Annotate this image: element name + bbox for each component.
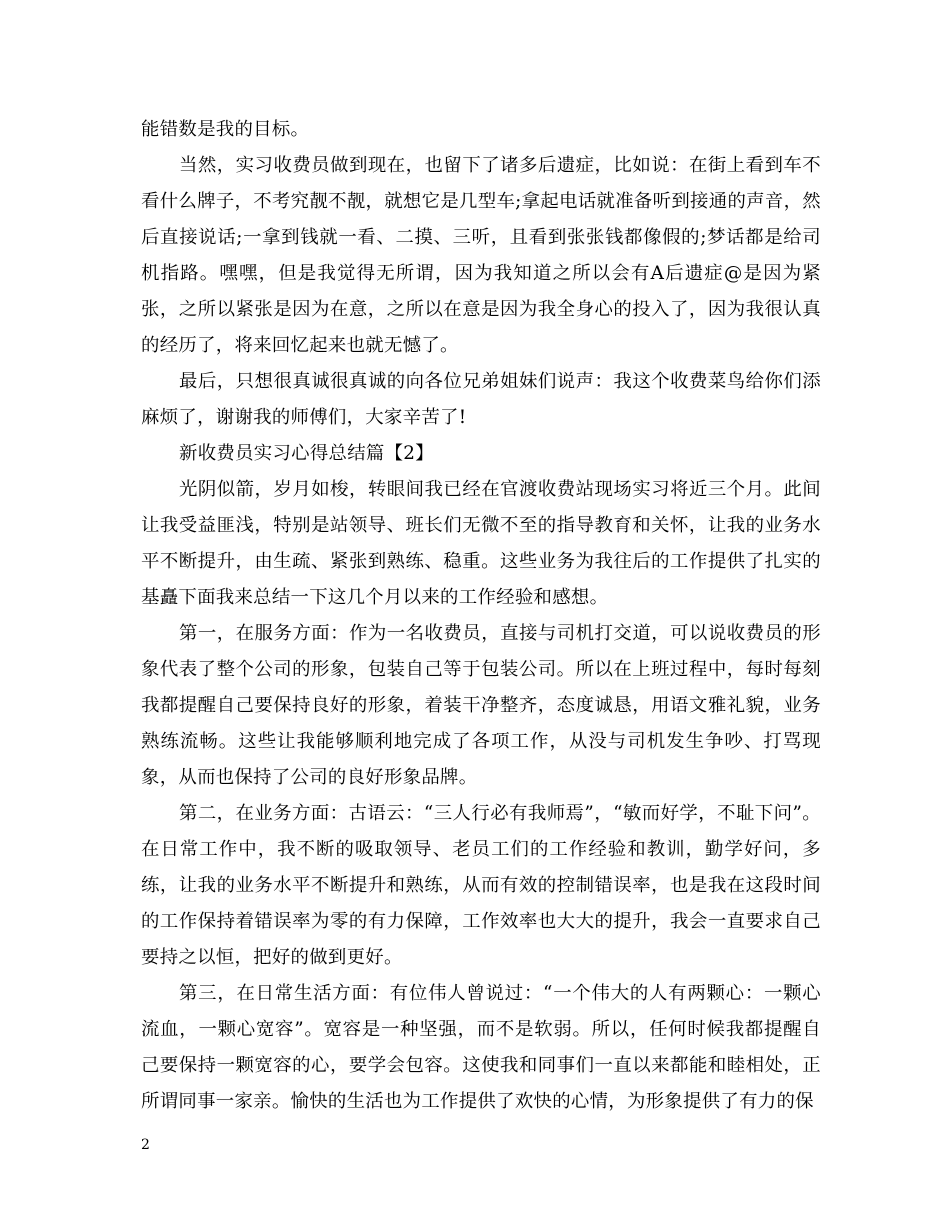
paragraph-service: 第一，在服务方面：作为一名收费员，直接与司机打交道，可以说收费员的形象代表了整个公司的形象，包装自己等于包装公司。所以在上班过程中，每时每刻我都提醒自己要保持良好的形象，着装干净整齐，态度诚恳，用语文雅礼貌，业务熟练流畅。这些让我能够顺利地完成了各项工作，从没与司机发生争吵、打骂现象，从而也保持了公司的良好形象品牌。 bbox=[141, 623, 821, 788]
page-number: 2 bbox=[141, 1137, 150, 1153]
paragraph-aftereffects: 当然，实习收费员做到现在，也留下了诸多后遗症，比如说：在街上看到车不看什么牌子，不考究靓不靓，就想它是几型车;拿起电话就准备听到接通的声音，然后直接说话;一拿到钱就一看、二摸、三听，且看到张张钱都像假的;梦话都是给司机指路。嘿嘿，但是我觉得无所谓，因为我知道之所以会有A后遗症@是因为紧张，之所以紧张是因为在意，之所以在意是因为我全身心的投入了，因为我很认真的经历了，将来回忆起来也就无憾了。 bbox=[141, 155, 821, 356]
paragraph-continuation: 能错数是我的目标。 bbox=[141, 119, 310, 140]
paragraph-daily-life: 第三，在日常生活方面：有位伟人曾说过：“一个伟大的人有两颗心：一颗心流血，一颗心宽容”。宽容是一种坚强，而不是软弱。所以，任何时候我都提醒自己要保持一颗宽容的心，要学会包容。这使我和同事们一直以来都能和睦相处，正所谓同事一家亲。愉快的生活也为工作提供了欢快的心情，为形象提供了有力的保 bbox=[141, 983, 821, 1112]
paragraph-intro: 光阴似箭，岁月如梭，转眼间我已经在官渡收费站现场实习将近三个月。此间让我受益匪浅，特别是站领导、班长们无微不至的指导教育和关怀，让我的业务水平不断提升，由生疏、紧张到熟练、稳重。这些业务为我往后的工作提供了扎实的基矗下面我来总结一下这几个月以来的工作经验和感想。 bbox=[141, 479, 821, 608]
section-heading: 新收费员实习心得总结篇【2】 bbox=[179, 443, 434, 464]
paragraph-thanks: 最后，只想很真诚很真诚的向各位兄弟姐妹们说声：我这个收费菜鸟给你们添麻烦了，谢谢我的师傅们，大家辛苦了! bbox=[141, 371, 821, 428]
document-body bbox=[141, 112, 821, 1120]
paragraph-business: 第二，在业务方面：古语云：“三人行必有我师焉”，“敏而好学，不耻下问”。在日常工作中，我不断的吸取领导、老员工们的工作经验和教训，勤学好问，多练，让我的业务水平不断提升和熟练，从而有效的控制错误率，也是我在这段时间的工作保持着错误率为零的有力保障，工作效率也大大的提升，我会一直要求自己要持之以恒，把好的做到更好。 bbox=[141, 803, 821, 968]
